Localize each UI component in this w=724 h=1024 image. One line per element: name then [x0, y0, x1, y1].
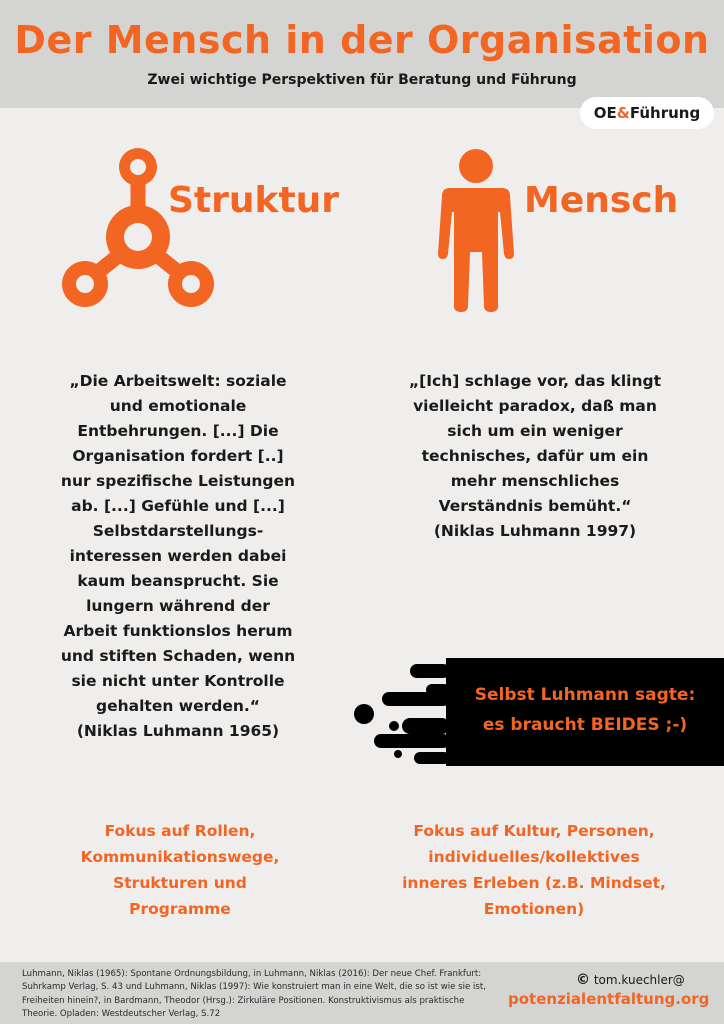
quote-line: kaum beansprucht. Sie — [77, 572, 279, 590]
page-subtitle: Zwei wichtige Perspektiven für Beratung und Führung — [147, 72, 577, 88]
quote-line: mehr menschliches — [450, 472, 620, 490]
quote-line: Organisation fordert [..] — [72, 447, 284, 465]
focus-line: inneres Erleben (z.B. Mindset, — [402, 874, 666, 892]
focus-line: Programme — [129, 900, 231, 918]
reference-line: Theorie. Opladen: Westdeutscher Verlag, S.72 — [22, 1008, 221, 1019]
focus-line: Emotionen) — [483, 900, 585, 918]
quote-line: sie nicht unter Kontrolle — [71, 672, 285, 690]
structure-network-icon — [58, 145, 218, 315]
quote-line: und stiften Schaden, wenn — [60, 647, 296, 665]
page-title: Der Mensch in der Organisation — [14, 18, 710, 62]
focus-line: Fokus auf Rollen, — [104, 822, 256, 840]
copyright-handle: tom.kuechler@ — [593, 973, 685, 987]
quote-line: interessen werden dabei — [69, 547, 287, 565]
right-quote — [380, 369, 690, 544]
quote-line: Arbeit funktionslos herum — [63, 622, 293, 640]
website-link[interactable]: potenzialentfaltung.org — [508, 990, 710, 1008]
focus-line: Kommunikationswege, — [80, 848, 280, 866]
left-quote — [32, 369, 324, 744]
quote-line: ab. [...] Gefühle und [...] — [71, 497, 285, 515]
callout-text — [446, 680, 724, 740]
quote-line: Selbstdarstellungs- — [92, 522, 264, 540]
quote-line: lungern während der — [86, 597, 270, 615]
quote-line: „Die Arbeitswelt: soziale — [69, 372, 287, 390]
quote-source: (Niklas Luhmann 1997) — [433, 522, 637, 540]
quote-line: technisches, dafür um ein — [421, 447, 649, 465]
callout-line: es braucht BEIDES ;-) — [482, 715, 688, 735]
badge-prefix: OE — [593, 104, 617, 122]
focus-line: Strukturen und — [113, 874, 247, 892]
brand-badge — [580, 97, 714, 129]
person-icon — [436, 148, 516, 312]
speed-splash-decoration — [350, 658, 450, 766]
quote-line: Verständnis bemüht.“ — [438, 497, 632, 515]
quote-line: Entbehrungen. [...] Die — [77, 422, 279, 440]
quote-line: „[Ich] schlage vor, das klingt — [408, 372, 662, 390]
quote-line: vielleicht paradox, daß man — [413, 397, 657, 415]
quote-line: gehalten werden.“ — [96, 697, 260, 715]
quote-line: nur spezifische Leistungen — [60, 472, 296, 490]
badge-ampersand: & — [616, 104, 630, 122]
callout-line: Selbst Luhmann sagte: — [474, 685, 696, 705]
reference-line: Suhrkamp Verlag, S. 43 und Luhmann, Niklas (1997): Wie konstruiert man in eine Welt, die so ist wie sie ist, — [22, 982, 487, 993]
reference-line: Luhmann, Niklas (1965): Spontane Ordnungsbildung, in Luhmann, Niklas (2016): Der neue Chef. Frankfurt: — [22, 969, 482, 979]
struktur-heading: Struktur — [168, 180, 340, 221]
copyright — [576, 972, 685, 988]
right-focus — [384, 818, 684, 922]
references — [22, 968, 502, 1021]
badge-suffix: Führung — [629, 104, 701, 122]
quote-source: (Niklas Luhmann 1965) — [76, 722, 280, 740]
reference-line: Freiheiten hinein?, in Bardmann, Theodor (Hrsg.): Zirkuläre Positionen. Konstruktivismus als praktische — [22, 995, 465, 1006]
mensch-heading: Mensch — [524, 180, 679, 221]
focus-line: Fokus auf Kultur, Personen, — [413, 822, 655, 840]
copyright-icon: © — [576, 972, 590, 988]
focus-line: individuelles/kollektives — [428, 848, 640, 866]
quote-line: und emotionale — [109, 397, 247, 415]
quote-line: sich um ein weniger — [447, 422, 623, 440]
left-focus — [40, 818, 320, 922]
